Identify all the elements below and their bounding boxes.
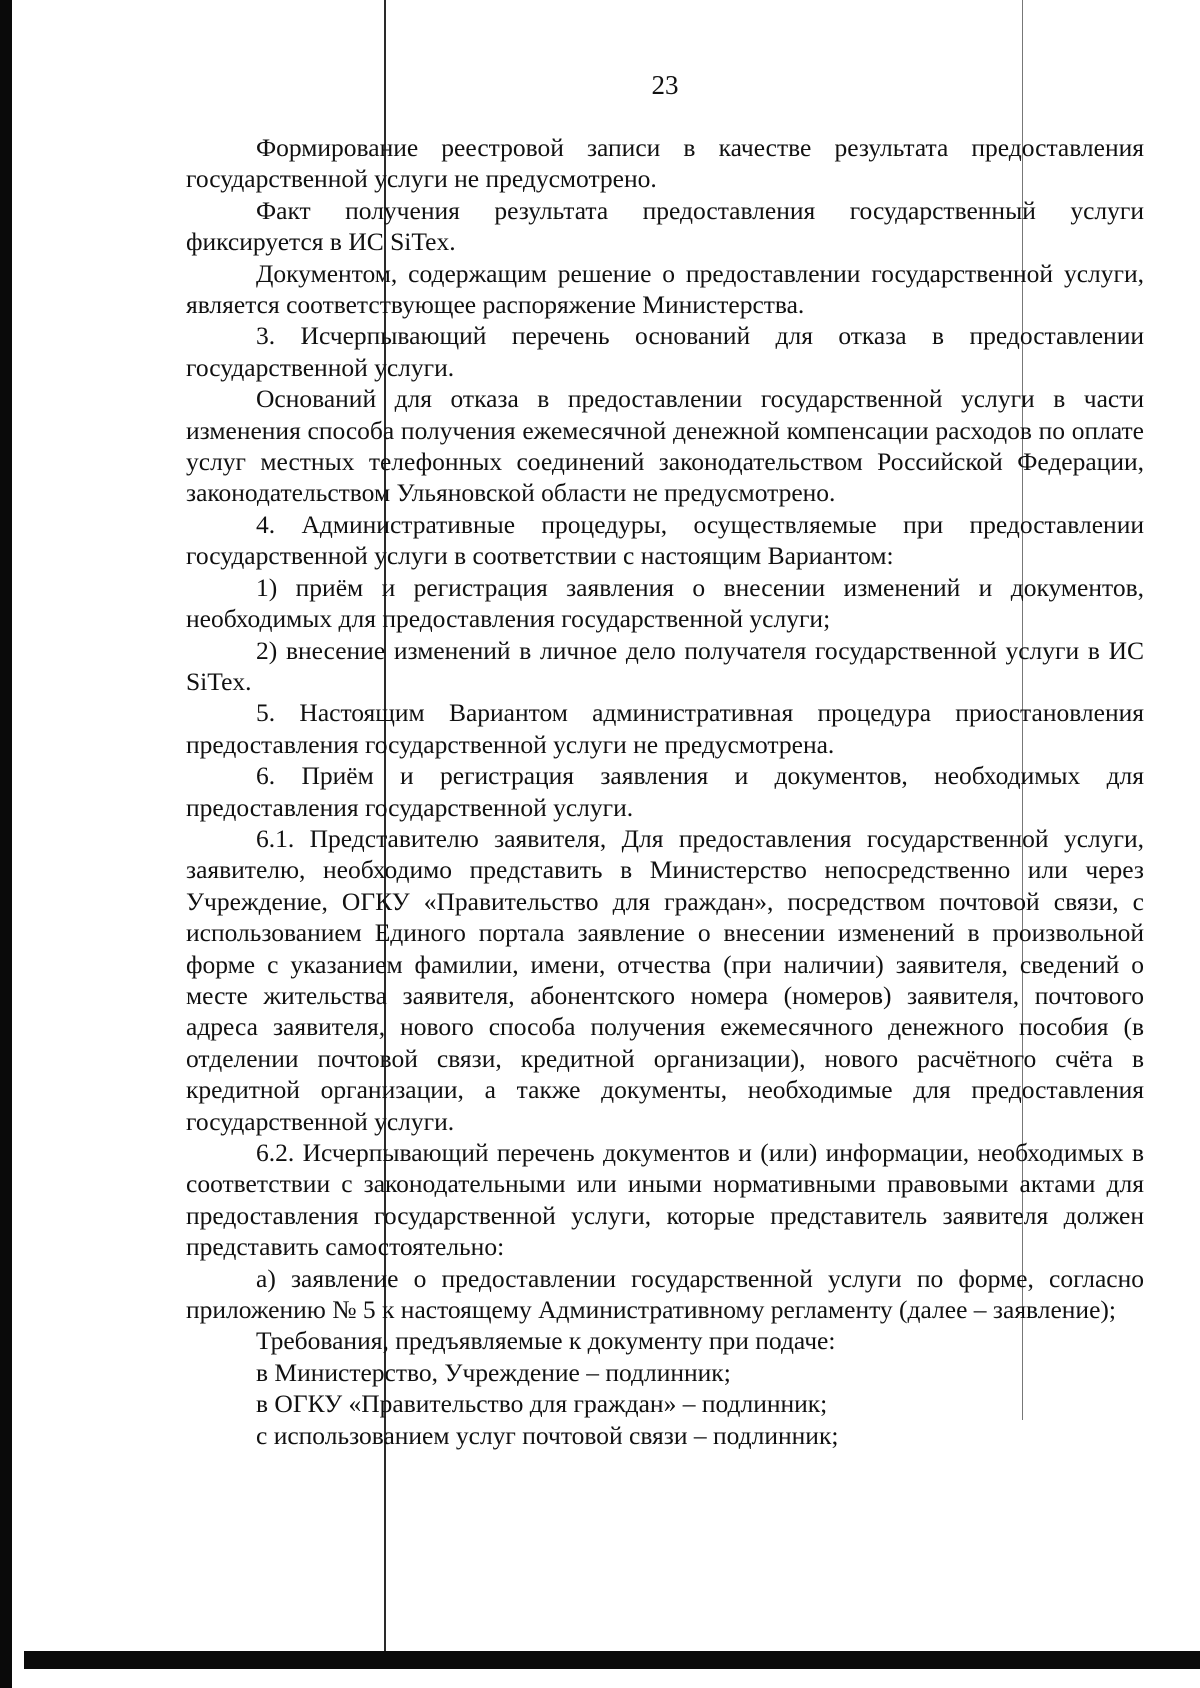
paragraph: Формирование реестровой записи в качестве результата предоставления государственной услуги не предусмотрено. — [186, 133, 1144, 194]
list-item: 1) приём и регистрация заявления о внесении изменений и документов, необходимых для предоставления государственной услуги; — [186, 572, 1144, 634]
list-item: а) заявление о предоставлении государственной услуги по форме, согласно приложению № 5 к настоящему Административному регламенту (далее – заявление); — [186, 1263, 1144, 1325]
paragraph: Факт получения результата предоставления государственный услуги фиксируется в ИС SiTex. — [186, 195, 1144, 257]
paragraph: Оснований для отказа в предоставлении государственной услуги в части изменения способа получения ежемесячной денежной компенсации расходов по оплате услуг местных телефонных соединений законодательством Российской Федерации, законодательством Ульяновской области не предусмотрено. — [186, 384, 1144, 508]
paragraph: 6.2. Исчерпывающий перечень документов и (или) информации, необходимых в соответствии с законодательными или иными нормативными правовыми актами для предоставления государственной услуги, которые представитель заявителя должен представить самостоятельно: — [186, 1138, 1144, 1262]
scan-left-border — [0, 0, 12, 1688]
document-body — [186, 132, 1144, 1451]
paragraph: 3. Исчерпывающий перечень оснований для отказа в предоставлении государственной услуги. — [186, 321, 1144, 382]
paragraph: 5. Настоящим Вариантом административная процедура приостановления предоставления государственной услуги не предусмотрена. — [186, 698, 1144, 759]
page-number: 23 — [651, 70, 679, 100]
list-item: в Министерство, Учреждение – подлинник; — [256, 1357, 731, 1387]
paragraph: Документом, содержащим решение о предоставлении государственной услуги, является соответствующее распоряжение Министерства. — [186, 258, 1144, 320]
paragraph: 6. Приём и регистрация заявления и документов, необходимых для предоставления государственной услуги. — [186, 761, 1144, 822]
list-item: с использованием услуг почтовой связи – подлинник; — [256, 1420, 839, 1450]
scan-bottom-border — [24, 1651, 1200, 1669]
list-item: в ОГКУ «Правительство для граждан» – подлинник; — [256, 1389, 828, 1419]
paragraph: 4. Административные процедуры, осуществляемые при предоставлении государственной услуги в соответствии с настоящим Вариантом: — [186, 509, 1144, 571]
paragraph: Требования, предъявляемые к документу при подаче: — [256, 1326, 836, 1356]
paragraph: 6.1. Представителю заявителя, Для предоставления государственной услуги, заявителю, необходимо представить в Министерство непосредственно или через Учреждение, ОГКУ «Правительство для граждан», посредством почтовой связи, с использованием Единого портала заявление о внесении изменений в произвольной форме с указанием фамилии, имени, отчества (при наличии) заявителя, сведений о месте жительства заявителя, абонентского номера (номеров) заявителя, почтового адреса заявителя, нового способа получения ежемесячного денежного пособия (в отделении почтовой связи, кредитной организации), нового расчётного счёта в кредитной организации, а также документы, необходимые для предоставления государственной услуги. — [186, 823, 1144, 1136]
list-item: 2) внесение изменений в личное дело получателя государственной услуги в ИС SiTex. — [186, 635, 1144, 696]
